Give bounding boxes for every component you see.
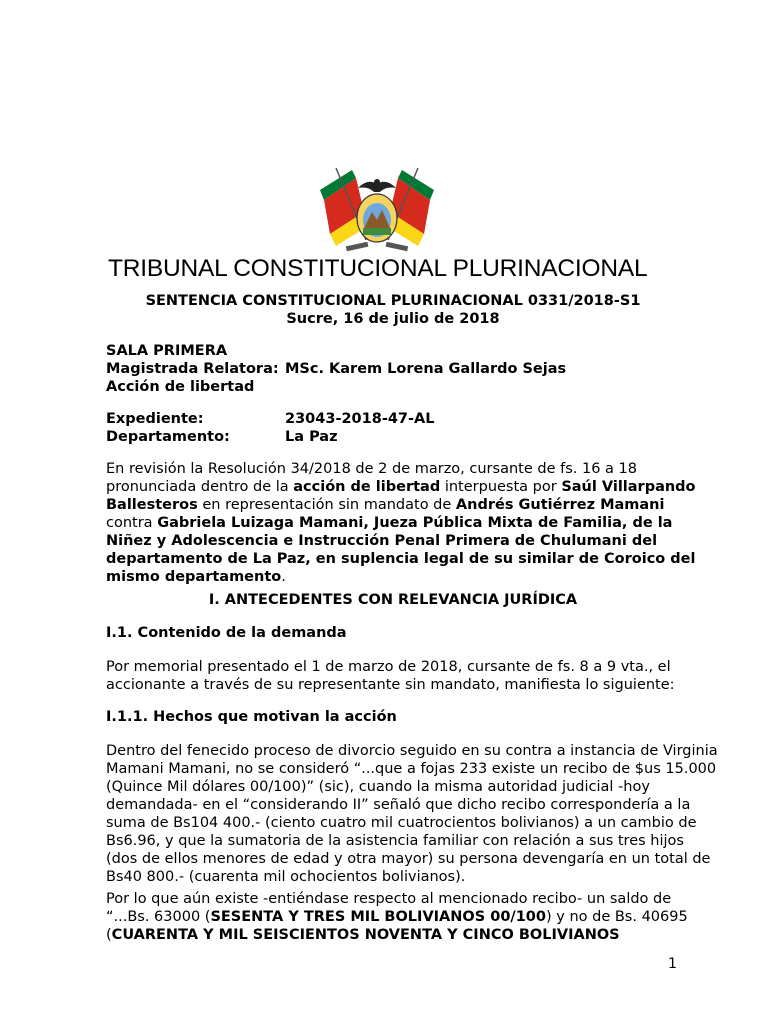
section-antecedentes: I. ANTECEDENTES CON RELEVANCIA JURÍDICA	[208, 592, 578, 608]
place-date: Sucre, 16 de julio de 2018	[286, 311, 500, 327]
hechos-line-4: demandada- en el “considerando II” señaló que dicho recibo correspondería a la	[106, 797, 691, 813]
memorial-line-1: Por memorial presentado el 1 de marzo de 2018, cursante de fs. 8 a 9 vta., el	[106, 659, 671, 675]
page-number: 1	[668, 956, 677, 972]
departamento-label: Departamento:	[106, 429, 230, 445]
section-contenido-demanda: I.1. Contenido de la demanda	[106, 625, 347, 641]
sala-label: SALA PRIMERA	[106, 343, 228, 359]
memorial-paragraph	[106, 658, 680, 694]
hechos-paragraph	[106, 742, 718, 886]
intro-line-3: Ballesteros en representación sin mandato de Andrés Gutiérrez Mamani	[106, 497, 665, 513]
intro-line-4: contra Gabriela Luizaga Mamani, Jueza Pública Mixta de Familia, de la	[106, 515, 673, 531]
hechos-line-8: Bs40 800.- (cuarenta mil ochocientos bolivianos).	[106, 869, 466, 885]
hechos-line-3: (Quince Mil dólares 00/100)” (sic), cuando la misma autoridad judicial -hoy	[106, 779, 650, 795]
expediente-value: 23043-2018-47-AL	[285, 411, 435, 427]
magistrada-label: Magistrada Relatora:	[106, 361, 279, 377]
section-hechos: I.1.1. Hechos que motivan la acción	[106, 709, 397, 725]
intro-line-2: pronunciada dentro de la acción de libertad interpuesta por Saúl Villarpando	[106, 479, 696, 495]
hechos-line-5: suma de Bs104 400.- (ciento cuatro mil cuatrocientos bolivianos) a un cambio de	[106, 815, 697, 831]
tribunal-title: TRIBUNAL CONSTITUCIONAL PLURINACIONAL	[108, 255, 648, 282]
hechos-line-6: Bs6.96, y que la sumatoria de la asistencia familiar con relación a sus tres hijos	[106, 833, 684, 849]
hechos-line-1: Dentro del fenecido proceso de divorcio seguido en su contra a instancia de Virginia	[106, 743, 718, 759]
hechos-line-7: (dos de ellos menores de edad y otra mayor) su persona devengaría en un total de	[106, 851, 711, 867]
hechos-line-2: Mamani Mamani, no se consideró “...que a fojas 233 existe un recibo de $us 15.000	[106, 761, 717, 777]
magistrada-value: MSc. Karem Lorena Gallardo Sejas	[285, 361, 567, 377]
saldo-line-2: “...Bs. 63000 (SESENTA Y TRES MIL BOLIVIANOS 00/100) y no de Bs. 40695	[106, 909, 688, 925]
intro-line-1: En revisión la Resolución 34/2018 de 2 de marzo, cursante de fs. 16 a 18	[106, 461, 637, 477]
sentencia-title: SENTENCIA CONSTITUCIONAL PLURINACIONAL 0331/2018-S1	[145, 293, 641, 309]
intro-line-5: Niñez y Adolescencia e Instrucción Penal Primera de Chulumani del	[106, 533, 658, 549]
intro-line-7: mismo departamento.	[106, 569, 286, 585]
magistrada-row	[106, 360, 279, 378]
departamento-value: La Paz	[285, 429, 338, 445]
intro-line-6: departamento de La Paz, en suplencia legal de su similar de Coroico del	[106, 551, 696, 567]
memorial-line-2: accionante a través de su representante sin mandato, manifiesta lo siguiente:	[106, 677, 675, 693]
saldo-paragraph	[106, 890, 688, 944]
saldo-line-1: Por lo que aún existe -entiéndase respecto al mencionado recibo- un saldo de	[106, 891, 672, 907]
intro-paragraph	[106, 460, 696, 586]
expediente-label: Expediente:	[106, 411, 204, 427]
bolivia-coat-of-arms	[316, 160, 438, 256]
saldo-line-3: (CUARENTA Y MIL SEISCIENTOS NOVENTA Y CINCO BOLIVIANOS	[106, 927, 620, 943]
accion-label: Acción de libertad	[106, 379, 255, 395]
